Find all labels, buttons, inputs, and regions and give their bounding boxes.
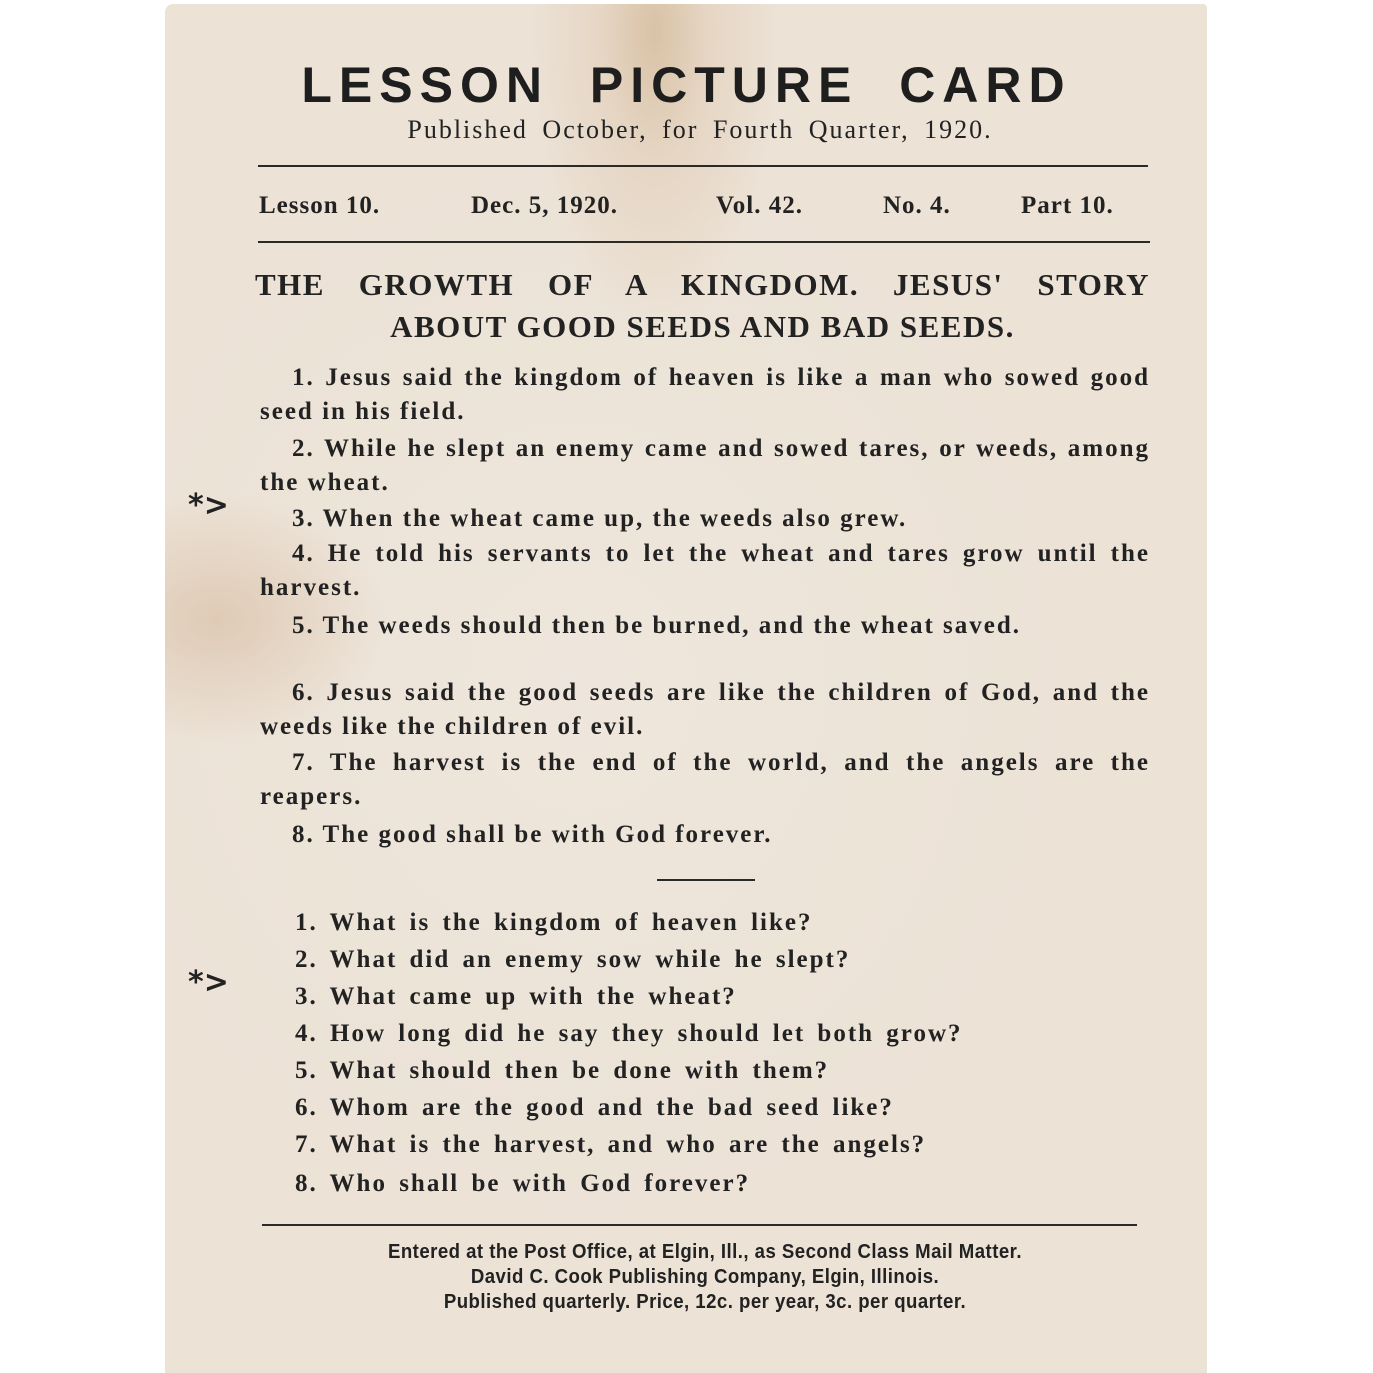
part-number: Part 10. [1021,192,1114,219]
divider [262,1224,1137,1226]
story-item: 7. The harvest is the end of the world, and the angels are the reapers. [260,749,1150,810]
divider [258,241,1150,243]
handwritten-mark: *> [188,488,229,523]
footer-publisher: David C. Cook Publishing Company, Elgin, Illinois. [470,1266,940,1288]
story-item: 6. Jesus said the good seeds are like the children of God, and the weeds like the children of evil. [260,679,1150,740]
question-item: 2. What did an enemy sow while he slept? [295,946,851,973]
short-divider [657,879,755,881]
story-item: 4. He told his servants to let the wheat and tares grow until the harvest. [260,540,1150,601]
footer-price: Published quarterly. Price, 12c. per year, 3c. per quarter. [443,1291,967,1313]
lesson-heading-line2: ABOUT GOOD SEEDS AND BAD SEEDS. [390,309,1015,344]
volume: Vol. 42. [716,192,803,219]
lesson-date: Dec. 5, 1920. [471,192,618,219]
story-item: 3. When the wheat came up, the weeds also grew. [292,505,908,532]
card-subtitle: Published October, for Fourth Quarter, 1920. [407,115,993,144]
question-item: 4. How long did he say they should let both grow? [295,1020,963,1047]
card-title: LESSON PICTURE CARD [301,57,1072,113]
lesson-number: Lesson 10. [259,192,381,219]
question-item: 8. Who shall be with God forever? [295,1170,751,1197]
question-item: 1. What is the kingdom of heaven like? [295,909,813,936]
question-item: 5. What should then be done with them? [295,1057,830,1084]
story-item: 8. The good shall be with God forever. [292,821,773,848]
handwritten-mark: *> [188,965,229,1000]
question-item: 7. What is the harvest, and who are the angels? [295,1131,927,1158]
question-item: 3. What came up with the wheat? [295,983,737,1010]
story-item: 2. While he slept an enemy came and sowed tares, or weeds, among the wheat. [260,435,1150,496]
question-item: 6. Whom are the good and the bad seed like? [295,1094,894,1121]
divider [258,165,1148,167]
lesson-heading-line1: THE GROWTH OF A KINGDOM. JESUS' STORY [255,267,1150,302]
issue-number: No. 4. [883,192,951,219]
story-item: 1. Jesus said the kingdom of heaven is like a man who sowed good seed in his field. [260,364,1150,425]
footer-postal-notice: Entered at the Post Office, at Elgin, Ill., as Second Class Mail Matter. [387,1241,1022,1263]
story-item: 5. The weeds should then be burned, and the wheat saved. [292,612,1022,639]
